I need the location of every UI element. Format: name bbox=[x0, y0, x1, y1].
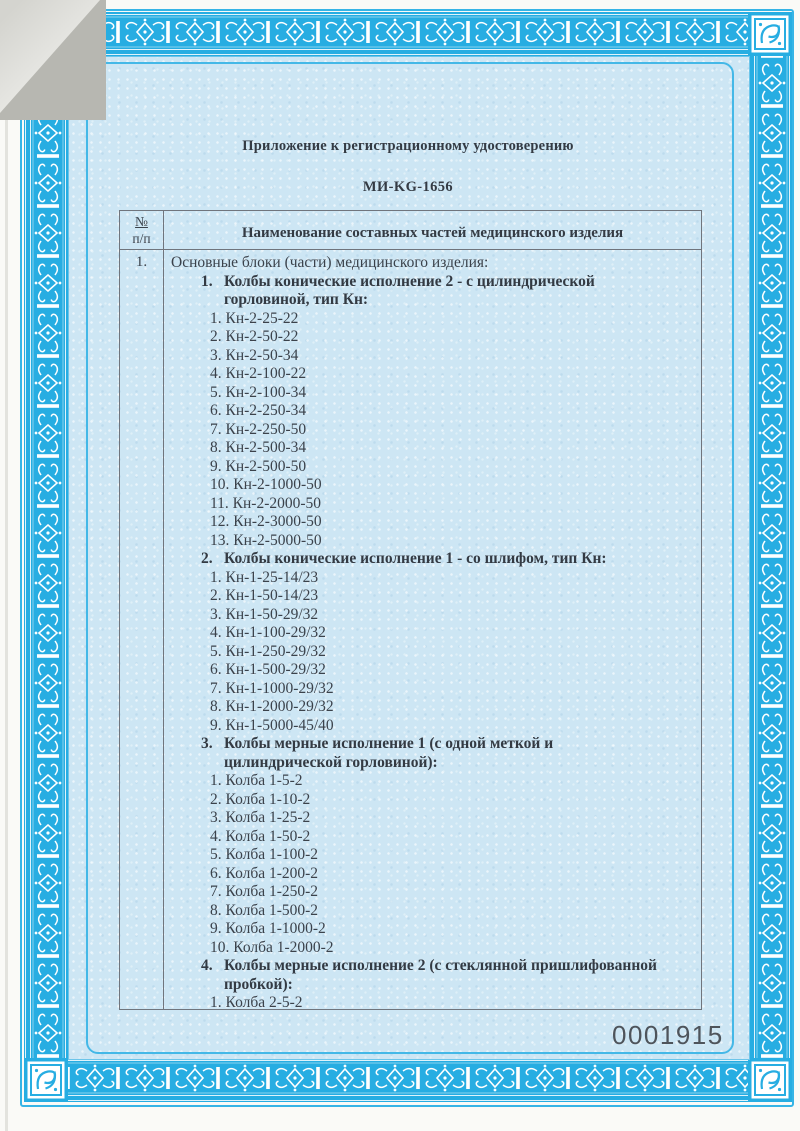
component-item: 11. Кн-2-2000-50 bbox=[210, 494, 322, 512]
component-item: 4. Колба 1-50-2 bbox=[210, 827, 311, 845]
component-item: 2. Колба 1-10-2 bbox=[210, 790, 311, 808]
component-item: 1. Колба 2-5-2 bbox=[210, 994, 303, 1010]
component-item: 1. Колба 1-5-2 bbox=[210, 772, 303, 789]
component-item: 5. Колба 1-100-2 bbox=[210, 846, 319, 863]
component-item: 4. Кн-2-100-22 bbox=[210, 365, 307, 382]
group-number: 2. bbox=[201, 550, 213, 567]
group-heading bbox=[164, 735, 701, 772]
component-item: 6. Колба 1-200-2 bbox=[210, 864, 319, 882]
component-item: 10. Кн-2-1000-50 bbox=[210, 476, 322, 493]
ornament-band-top bbox=[68, 12, 748, 56]
group-number: 3. bbox=[201, 735, 213, 752]
component-item: 1. Кн-2-25-22 bbox=[210, 309, 299, 327]
corner-ornament-bottom-left bbox=[24, 1058, 68, 1102]
corner-ornament-top-right bbox=[748, 12, 792, 56]
component-item: 2. Кн-1-50-14/23 bbox=[210, 587, 319, 604]
column-header-name: Наименование составных частей медицинского изделия bbox=[241, 224, 624, 241]
components-table bbox=[119, 210, 702, 1010]
group-number: 1. bbox=[201, 272, 213, 290]
component-item: 8. Кн-2-500-34 bbox=[210, 439, 307, 456]
document-title: Приложение к регистрационному удостоверению bbox=[242, 138, 574, 154]
paper-edge-line bbox=[5, 95, 8, 1131]
component-item: 3. Кн-1-50-29/32 bbox=[210, 605, 319, 623]
table-header-row bbox=[120, 211, 701, 250]
group-title-line: пробкой): bbox=[224, 975, 293, 993]
component-item: 8. Колба 1-500-2 bbox=[210, 901, 319, 919]
group-title-line: Колбы мерные исполнение 2 (с стеклянной пришлифованной bbox=[224, 957, 657, 974]
group-title-line: цилиндрической горловиной): bbox=[224, 753, 438, 771]
group-number: 4. bbox=[201, 957, 213, 974]
registration-number: МИ-KG-1656 bbox=[362, 179, 454, 195]
table-body-lines bbox=[164, 250, 701, 1010]
group-title-line: Колбы мерные исполнение 1 (с одной меткой и bbox=[224, 735, 554, 752]
group-title-line: Колбы конические исполнение 2 - с цилиндрической bbox=[224, 272, 595, 290]
component-item: 6. Кн-1-500-29/32 bbox=[210, 661, 326, 678]
group-heading bbox=[164, 550, 701, 569]
component-item: 13. Кн-2-5000-50 bbox=[210, 531, 322, 549]
component-item: 9. Кн-1-5000-45/40 bbox=[210, 716, 334, 734]
ornament-band-right bbox=[748, 56, 792, 1058]
component-item: 7. Кн-2-250-50 bbox=[210, 420, 307, 438]
component-item: 5. Кн-1-250-29/32 bbox=[210, 642, 326, 660]
component-item: 3. Кн-2-50-34 bbox=[210, 346, 299, 364]
column-header-number bbox=[120, 211, 164, 249]
component-item: 9. Колба 1-1000-2 bbox=[210, 920, 326, 937]
component-item: 8. Кн-1-2000-29/32 bbox=[210, 698, 334, 715]
row-number: 1. bbox=[120, 250, 164, 1009]
component-item: 4. Кн-1-100-29/32 bbox=[210, 624, 326, 641]
corner-ornament-bottom-right bbox=[748, 1058, 792, 1102]
ornament-band-bottom bbox=[68, 1058, 748, 1102]
component-item: 1. Кн-1-25-14/23 bbox=[210, 568, 319, 586]
component-item: 2. Кн-2-50-22 bbox=[210, 328, 299, 345]
group-heading bbox=[164, 957, 701, 994]
component-item: 3. Колба 1-25-2 bbox=[210, 809, 311, 826]
component-item: 7. Колба 1-250-2 bbox=[210, 883, 319, 900]
ornament-band-left bbox=[24, 56, 68, 1058]
group-title-line: горловиной, тип Кн: bbox=[224, 291, 369, 308]
component-item: 7. Кн-1-1000-29/32 bbox=[210, 679, 334, 697]
group-title-line: Колбы конические исполнение 1 - со шлифом, тип Кн: bbox=[224, 550, 607, 567]
component-item: 10. Колба 1-2000-2 bbox=[210, 938, 334, 956]
component-item: 12. Кн-2-3000-50 bbox=[210, 513, 322, 530]
number-sign-label: № bbox=[135, 214, 148, 229]
component-item: 5. Кн-2-100-34 bbox=[210, 383, 307, 401]
group-heading bbox=[164, 273, 701, 310]
component-item: 9. Кн-2-500-50 bbox=[210, 457, 307, 475]
table-body-row bbox=[120, 250, 701, 1009]
pp-label: п/п bbox=[132, 230, 151, 246]
row-intro-text: Основные блоки (части) медицинского изделия: bbox=[171, 254, 489, 271]
component-item: 6. Кн-2-250-34 bbox=[210, 402, 307, 419]
serial-number: 0001915 bbox=[612, 1020, 724, 1050]
